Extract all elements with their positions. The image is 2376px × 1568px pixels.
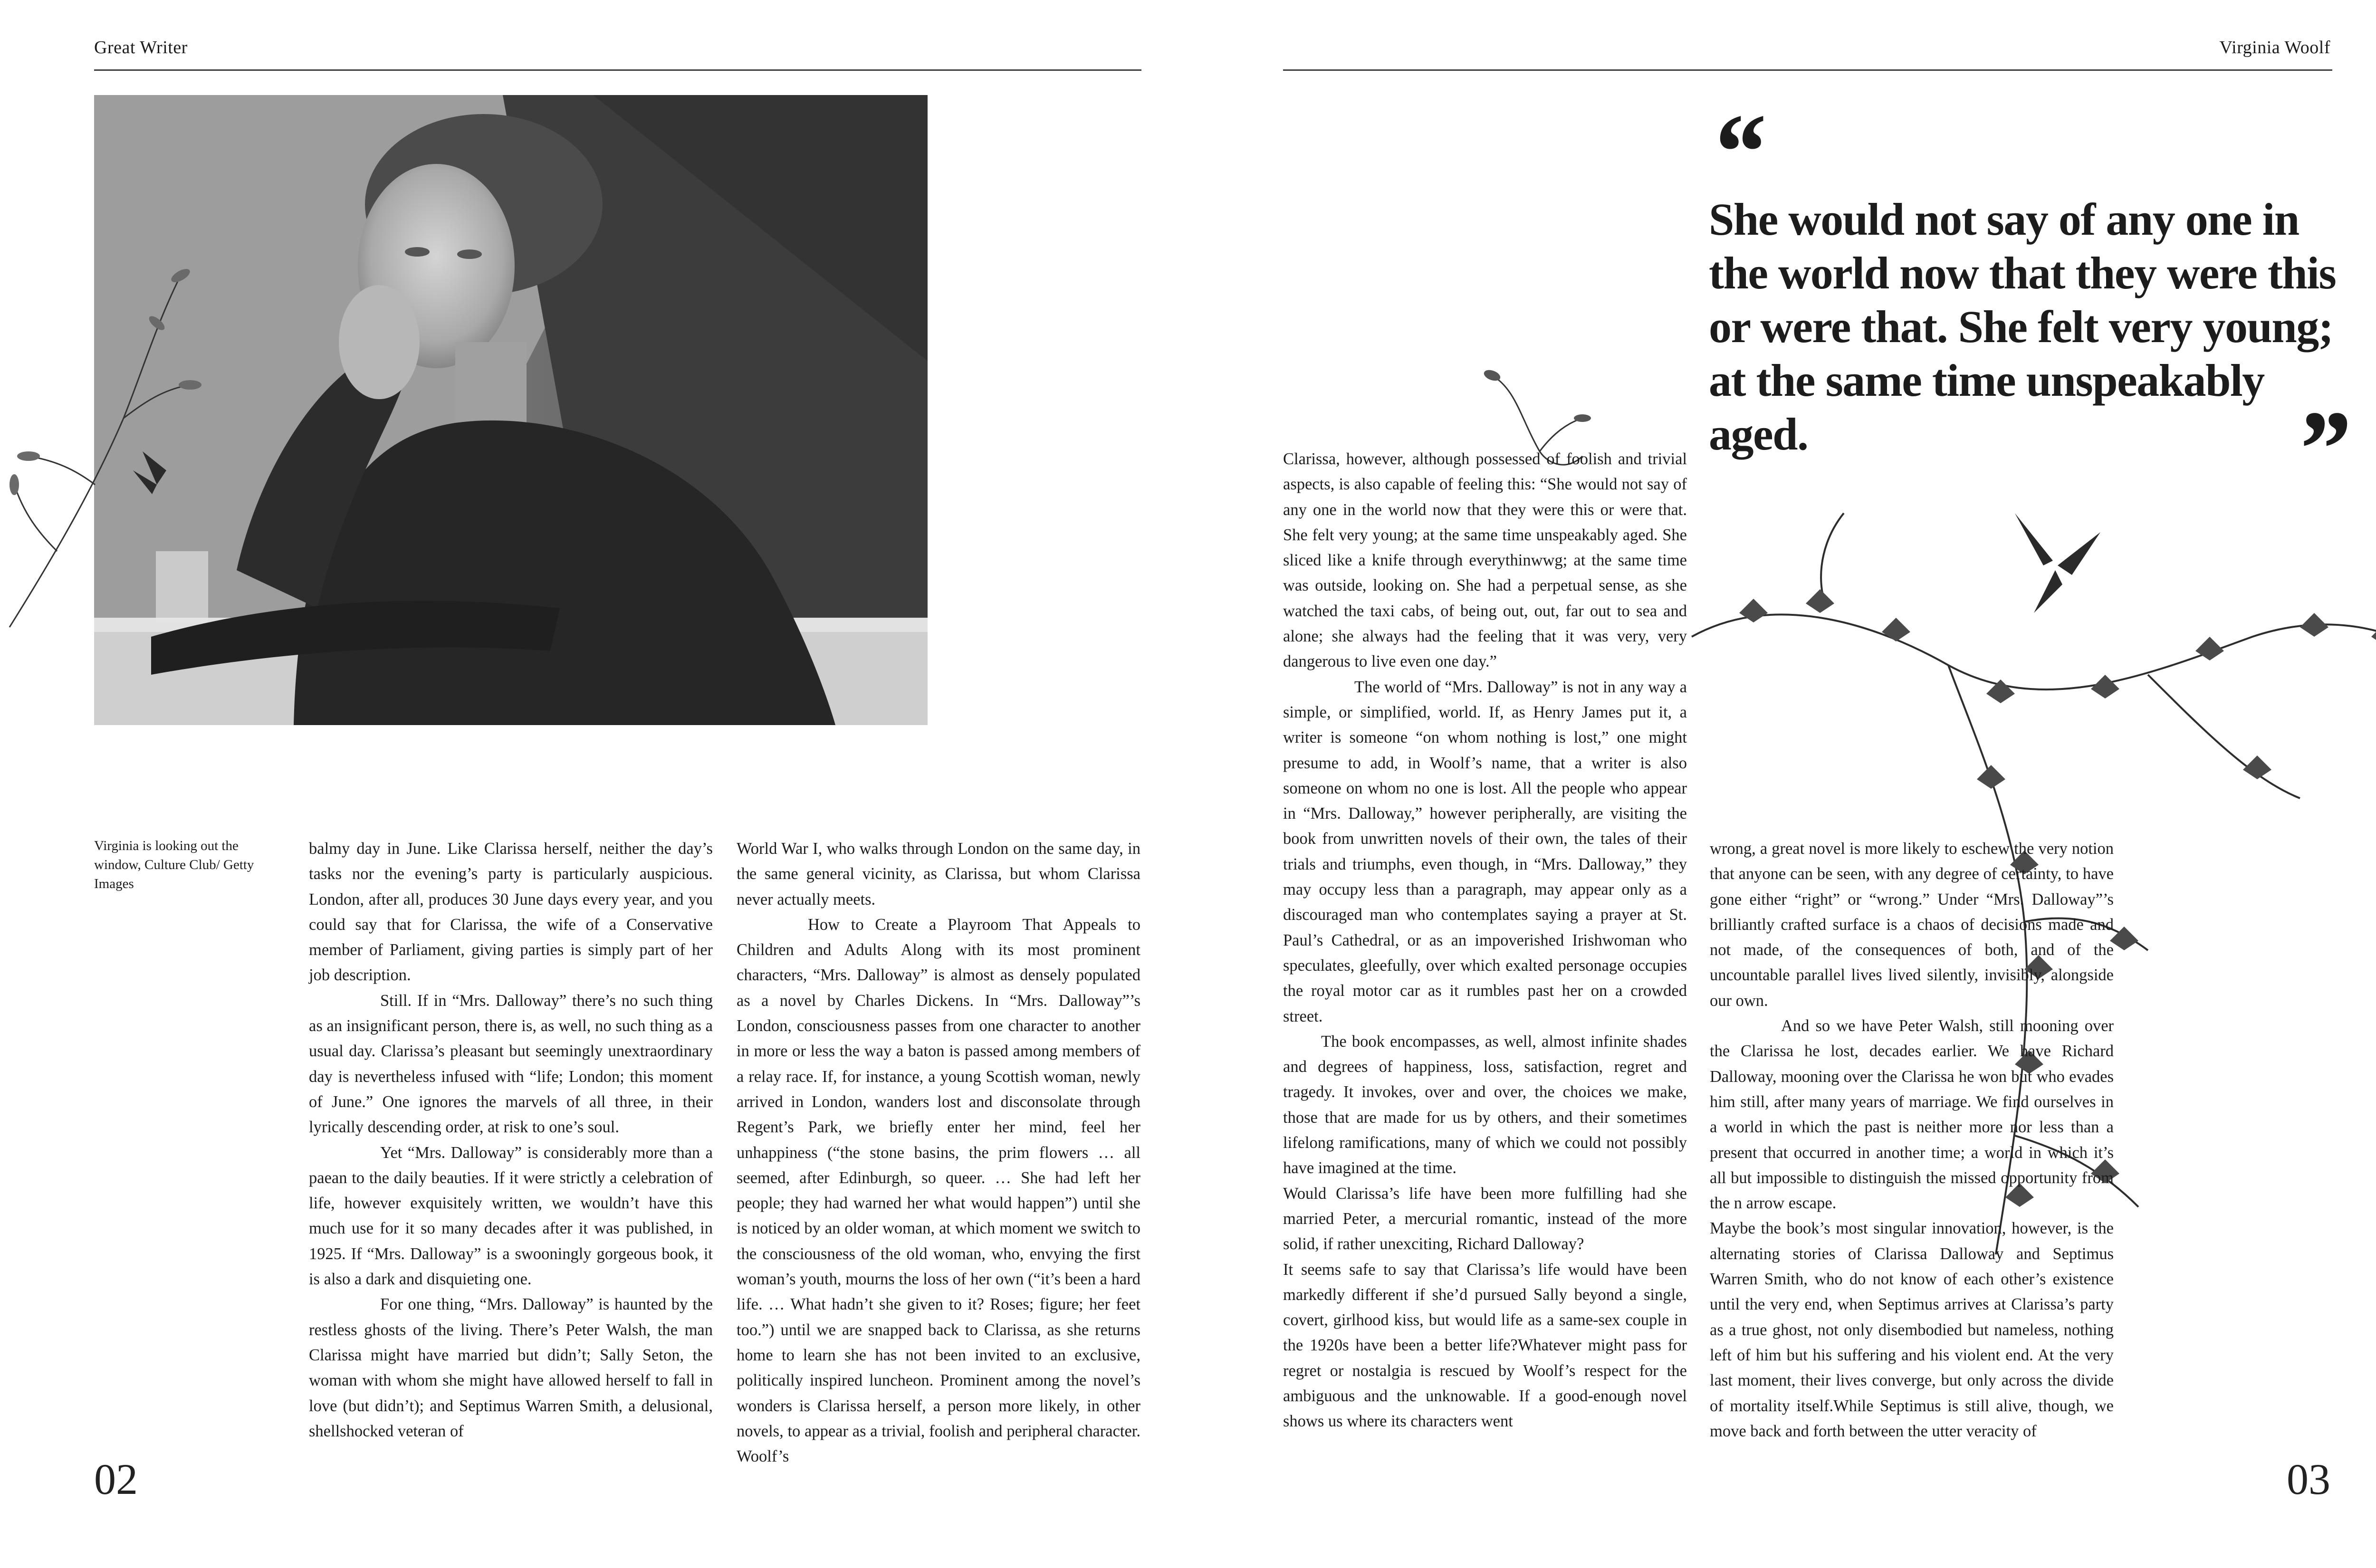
paragraph: Still. If in “Mrs. Dalloway” there’s no such thing as an insignificant person, there is, as well, no such thing as a usual day. Clarissa’s pleasant but seemingly unextraordinary day is nevertheless infused with “life; London; this moment of June.” One ignores the marvels of all three, in their lyrically descending order, at risk to one’s soul.: [309, 991, 713, 1137]
butterfly-icon: [133, 451, 166, 494]
paragraph: The world of “Mrs. Dalloway” is not in any way a simple, or simplified, world. If, as Henry James put it, a writer is someone “on whom nothing is lost,” one might presume to add, in Woolf’s name, that a writer is also someone on whom no one is lost. All the people who appear in “Mrs. Dalloway,” however peripherally, are visiting the book from unwritten novels of their own, the tales of their trials and triumphs, even though, in “Mrs. Dalloway,” they may occupy less than a paragraph, may appear only as a discouraged man who contemplates saying a prayer at St. Paul’s Cathedral, or as an impoverished Irishwoman who speculates, gleefully, over which exalted personage occupies the royal motor car as it rumbles past her on a crowded street.: [1283, 678, 1687, 1025]
right-page-number: 03: [2287, 1455, 2330, 1503]
paragraph: Would Clarissa’s life have been more fulfilling had she married Peter, a mercurial romantic, instead of the more solid, if rather unexciting, Richard Dalloway?: [1283, 1184, 1687, 1253]
quote-close-mark: ”: [2294, 388, 2349, 509]
right-running-header: Virginia Woolf: [2219, 38, 2330, 57]
paragraph: It seems safe to say that Clarissa’s life would have been markedly different if she’d pursued Sally beyond a single, covert, girlhood kiss, but would life as a same-sex couple in the 1920s have been a better life?Whatever might pass for regret or nostalgia is rescued by Woolf’s respect for the ambiguous and the unknowable. If a good-enough novel shows us where its characters went: [1283, 1260, 1687, 1431]
photo-caption: Virginia is looking out the window, Culture Club/ Getty Images: [94, 838, 254, 891]
paragraph: For one thing, “Mrs. Dalloway” is haunted by the restless ghosts of the living. There’s Peter Walsh, the man Clarissa might have married but didn’t; Sally Seton, the woman with whom she might have allowed herself to fall in love (but didn’t); and Septimus Warren Smith, a delusional, shellshocked veteran of: [309, 1295, 713, 1440]
butterfly-icon: [2015, 513, 2100, 613]
right-text-column-2: [1710, 836, 2114, 1444]
paragraph: Maybe the book’s most singular innovation, however, is the alternating stories of Clarissa Dalloway and Septimus Warren Smith, who do not know of each other’s existence until the very end, when Septimus arrives at Clarissa’s party as a true ghost, not only disembodied but nameless, nothing left of him but his suffering and his violent end. At the very last moment, their lives converge, but only across the divide of mortality itself.While Septimus is still alive, though, we move back and forth between the utter veracity of: [1710, 1219, 2114, 1440]
paragraph: balmy day in June. Like Clarissa herself, neither the day’s tasks nor the evening’s party is particularly auspicious. London, after all, produces 30 June days every year, and you could say that for Clarissa, the wife of a Conservative member of Parliament, giving parties is simply part of her job description.: [309, 840, 713, 985]
right-text-column-1: [1283, 447, 1687, 1434]
left-page-number: 02: [94, 1455, 138, 1503]
paragraph: World War I, who walks through London on the same day, in the same general vicinity, as Clarissa, but whom Clarissa never actually meets.: [737, 840, 1140, 908]
right-header-rule: [1283, 69, 2332, 71]
left-botanical-sprig-illustration: [0, 247, 228, 637]
paragraph: How to Create a Playroom That Appeals to Children and Adults Along with its most prominent characters, “Mrs. Dalloway” is almost as densely populated as a novel by Charles Dickens. In “Mrs. Dalloway”’s London, consciousness passes from one character to another in more or less the way a baton is passed among members of a relay race. If, for instance, a young Scottish woman, newly arrived in London, wanders lost and disconsolate through Regent’s Park, we briefly enter her mind, feel her unhappiness (“the stone basins, the prim flowers … all seemed, after Edinburgh, so queer. … She had left her people; they had warned her what would happen”) until she is noticed by an older woman, at which moment we switch to the consciousness of the old woman, who, envying the first woman’s youth, mourns the loss of her own (“it’s been a hard life. … What hadn’t she given to it? Roses; figure; her feet too.”) until we are snapped back to Clarissa, as she returns home to learn she has not been invited to an exclusive, politically inspired luncheon. Prominent among the novel’s wonders is Clarissa herself, a person more likely, in other novels, to appear as a trivial, foolish and peripheral character. Woolf’s: [737, 915, 1140, 1466]
left-text-column-2: [737, 836, 1140, 1469]
left-header-rule: [94, 69, 1141, 71]
left-running-header: Great Writer: [94, 38, 188, 57]
paragraph: The book encompasses, as well, almost infinite shades and degrees of happiness, loss, satisfaction, regret and tragedy. It invokes, over and over, the choices we make, those that are made for us by others, and their sometimes lifelong ramifications, many of which we could not possibly have imagined at the time.: [1283, 1032, 1687, 1177]
left-text-column-1: [309, 836, 713, 1444]
paragraph: wrong, a great novel is more likely to eschew the very notion that anyone can be seen, with any degree of certainty, to have gone either “right” or “wrong.” Under “Mrs. Dalloway”’s brilliantly crafted surface is a chaos of decisions made and not made, of the consequences of both, and of the uncountable parallel lives lived silently, invisibly, alongside our own.: [1710, 840, 2114, 1010]
pull-quote: She would not say of any one in the world now that they were this or were that. She felt very young; at the same time unspeakably aged.: [1709, 194, 2336, 459]
quote-open-mark: “: [1710, 91, 1764, 212]
paragraph: Yet “Mrs. Dalloway” is considerably more than a paean to the daily beauties. If it were strictly a celebration of life, however exquisitely written, we wouldn’t have this much use for it so many decades after it was published, in 1925. If “Mrs. Dalloway” is a swooningly gorgeous book, it is also a dark and disquieting one.: [309, 1143, 713, 1289]
paragraph: Clarissa, however, although possessed of foolish and trivial aspects, is also capable of feeling this: “She would not say of any one in the world now that they were this or were that. She felt very young; at the same time unspeakably aged. She sliced like a knife through everythinwwg; at the same time was outside, looking on. She had a perpetual sense, as she watched the taxi cabs, of being out, out, far out to sea and alone; she always had the feeling that it was very, very dangerous to live even one day.”: [1283, 450, 1687, 671]
paragraph: And so we have Peter Walsh, still mooning over the Clarissa he lost, decades earlier. We have Richard Dalloway, mooning over the Clarissa he won but who evades him still, after many years of marriage. We find ourselves in a world in which the past is neither more nor less than a present that occurred in another time; a world in which it’s all but impossible to distinguish the missed opportunity from the n arrow escape.: [1710, 1017, 2114, 1213]
